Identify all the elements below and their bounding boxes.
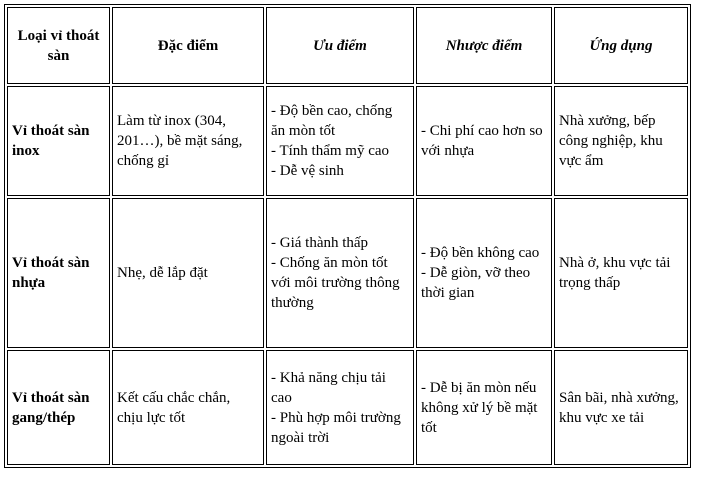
pro-item: - Chống ăn mòn tốt với môi trường thông thường (271, 255, 400, 311)
pro-item: - Dễ vệ sinh (271, 163, 344, 179)
table-header-row (7, 7, 688, 84)
con-item: - Độ bền không cao (421, 245, 540, 261)
header-pros: Ưu điểm (266, 7, 414, 84)
row-applications: Sân bãi, nhà xưởng, khu vực xe tải (554, 350, 688, 465)
row-pros (266, 198, 414, 348)
row-cons (416, 350, 552, 465)
row-cons (416, 198, 552, 348)
pro-item: - Khả năng chịu tải cao (271, 369, 386, 406)
row-type: Vỉ thoát sàn gang/thép (7, 350, 110, 465)
row-features: Kết cấu chắc chắn, chịu lực tốt (112, 350, 264, 465)
row-pros (266, 86, 414, 196)
row-applications: Nhà xưởng, bếp công nghiệp, khu vực ẩm (554, 86, 688, 196)
con-item: - Chi phí cao hơn so với nhựa (421, 123, 543, 159)
pro-item: - Độ bền cao, chống ăn mòn tốt (271, 103, 393, 139)
header-features: Đặc điểm (112, 7, 264, 84)
comparison-table-wrapper (4, 4, 691, 468)
table-row (7, 350, 688, 465)
row-pros (266, 350, 414, 465)
row-features: Làm từ inox (304, 201…), bề mặt sáng, chống gỉ (112, 86, 264, 196)
header-cons: Nhược điểm (416, 7, 552, 84)
row-type: Vỉ thoát sàn nhựa (7, 198, 110, 348)
pro-item: - Phù hợp môi trường ngoài trời (271, 409, 401, 446)
con-item: - Dễ bị ăn mòn nếu không xử lý bề mặt tốt (421, 379, 538, 436)
header-type: Loại vỉ thoát sàn (7, 7, 110, 84)
header-applications: Ứng dụng (554, 7, 688, 84)
comparison-table (4, 4, 691, 468)
row-features: Nhẹ, dễ lắp đặt (112, 198, 264, 348)
pro-item: - Giá thành thấp (271, 235, 369, 251)
row-applications: Nhà ở, khu vực tải trọng thấp (554, 198, 688, 348)
pro-item: - Tính thẩm mỹ cao (271, 143, 390, 159)
table-row (7, 198, 688, 348)
con-item: - Dễ giòn, vỡ theo thời gian (421, 265, 531, 301)
table-row (7, 86, 688, 196)
row-cons (416, 86, 552, 196)
row-type: Vỉ thoát sàn inox (7, 86, 110, 196)
